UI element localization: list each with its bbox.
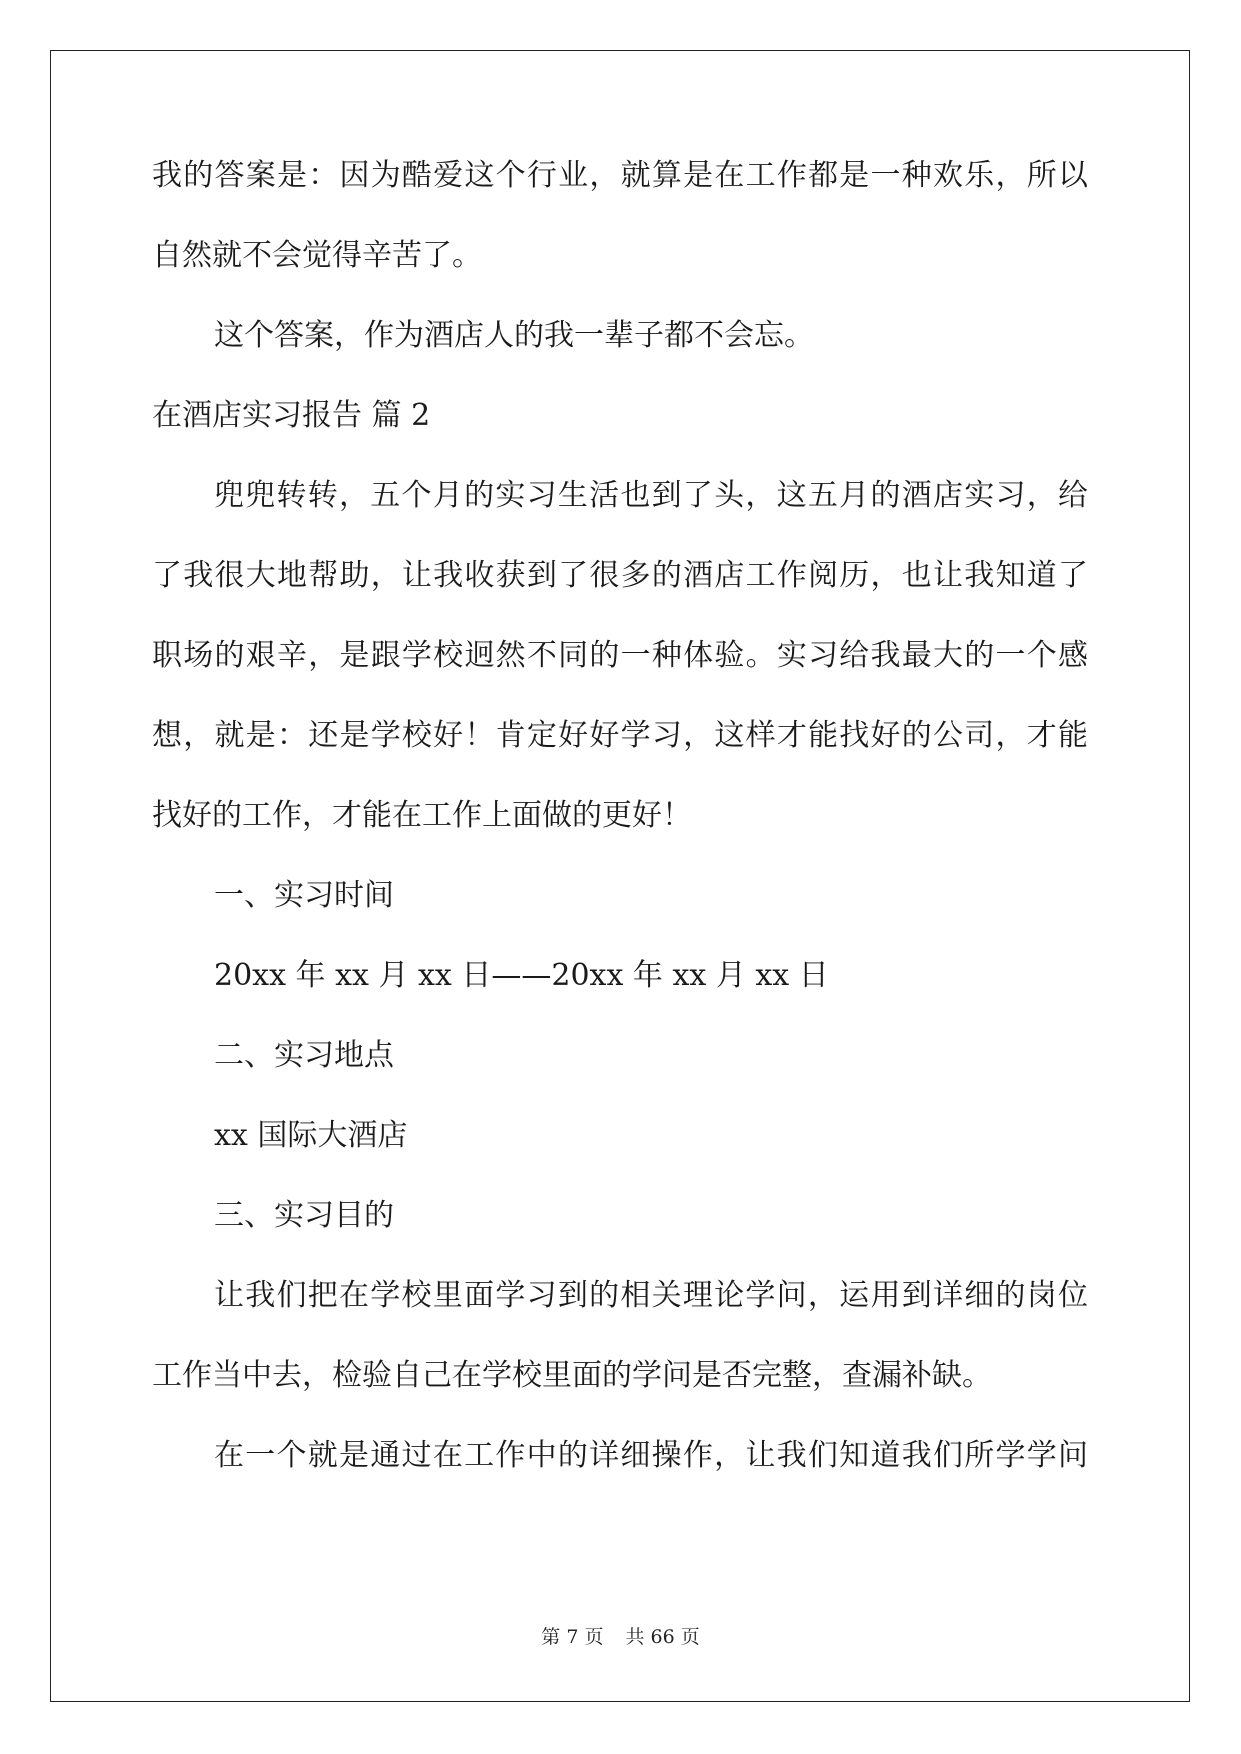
paragraph-line: xx 国际大酒店 [214, 1118, 408, 1153]
paragraph-line: 兜兜转转，五个月的实习生活也到了头，这五月的酒店实习，给 [214, 478, 1088, 513]
paragraph-line: 我的答案是：因为酷爱这个行业，就算是在工作都是一种欢乐，所以 [152, 158, 1088, 193]
paragraph-line: 让我们把在学校里面学习到的相关理论学问，运用到详细的岗位 [214, 1278, 1088, 1313]
subsection-heading: 三、实习目的 [214, 1198, 394, 1233]
page-total: 共 66 页 [625, 1626, 700, 1648]
paragraph-line: 职场的艰辛，是跟学校迥然不同的一种体验。实习给我最大的一个感 [152, 638, 1088, 673]
page-footer [0, 1622, 1241, 1649]
paragraph-line: 在一个就是通过在工作中的详细操作，让我们知道我们所学学问 [214, 1438, 1088, 1473]
subsection-heading: 一、实习时间 [214, 878, 394, 913]
paragraph-line: 这个答案，作为酒店人的我一辈子都不会忘。 [214, 318, 814, 353]
paragraph-line: 了我很大地帮助，让我收获到了很多的酒店工作阅历，也让我知道了 [152, 558, 1088, 593]
paragraph-line: 20xx 年 xx 月 xx 日——20xx 年 xx 月 xx 日 [214, 958, 829, 993]
subsection-heading: 二、实习地点 [214, 1038, 394, 1073]
paragraph-line: 找好的工作，才能在工作上面做的更好！ [152, 798, 692, 833]
paragraph-line: 工作当中去，检验自己在学校里面的学问是否完整，查漏补缺。 [152, 1358, 992, 1393]
paragraph-line: 自然就不会觉得辛苦了。 [152, 238, 482, 273]
paragraph-line: 想，就是：还是学校好！肯定好好学习，这样才能找好的公司，才能 [152, 718, 1088, 753]
page-number: 第 7 页 [541, 1626, 604, 1648]
section-heading: 在酒店实习报告 篇 2 [152, 398, 431, 433]
